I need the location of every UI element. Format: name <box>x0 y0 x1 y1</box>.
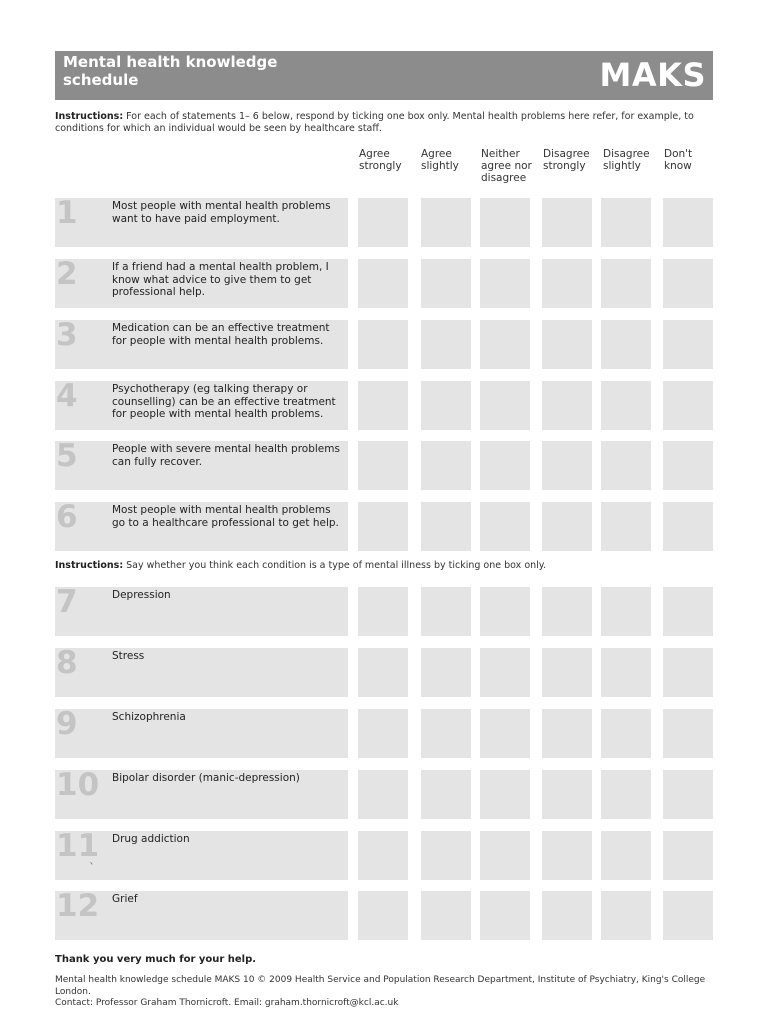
thank-you-note: Thank you very much for your help. <box>55 954 257 965</box>
tick-box-neither[interactable] <box>480 198 530 247</box>
condition-cell <box>55 584 348 636</box>
tick-box-dont-know[interactable] <box>663 831 713 880</box>
statement-cell <box>55 256 348 308</box>
tick-box-agree-slightly[interactable] <box>421 502 471 551</box>
col-header-disagree-slightly: Disagree slightly <box>603 148 650 172</box>
tick-box-disagree-slightly[interactable] <box>601 770 651 819</box>
page-title: Mental health knowledge schedule <box>63 53 278 89</box>
condition-cell <box>55 767 348 819</box>
tick-box-neither[interactable] <box>480 587 530 636</box>
tick-box-dont-know[interactable] <box>663 198 713 247</box>
tick-box-disagree-slightly[interactable] <box>601 198 651 247</box>
condition-cell <box>55 706 348 758</box>
footer <box>55 975 735 1010</box>
tick-box-neither[interactable] <box>480 320 530 369</box>
condition-text: Depression <box>112 589 171 601</box>
tick-box-neither[interactable] <box>480 891 530 940</box>
statement-cell <box>55 317 348 369</box>
tick-box-disagree-slightly[interactable] <box>601 891 651 940</box>
tick-box-agree-strongly[interactable] <box>358 502 408 551</box>
tick-box-dont-know[interactable] <box>663 587 713 636</box>
col-header-agree-strongly: Agree strongly <box>359 148 402 172</box>
col-header-agree-slightly: Agree slightly <box>421 148 459 172</box>
tick-box-disagree-slightly[interactable] <box>601 320 651 369</box>
tick-box-agree-slightly[interactable] <box>421 770 471 819</box>
tick-box-neither[interactable] <box>480 831 530 880</box>
statement-row <box>55 317 713 370</box>
tick-box-neither[interactable] <box>480 502 530 551</box>
statement-cell <box>55 378 348 430</box>
tick-box-disagree-strongly[interactable] <box>542 648 592 697</box>
instructions-statements <box>55 111 695 135</box>
col-header-disagree-strongly: Disagree strongly <box>543 148 590 172</box>
condition-cell <box>55 828 348 880</box>
row-number: 8 <box>56 645 78 681</box>
tick-box-disagree-slightly[interactable] <box>601 831 651 880</box>
row-number: 10 <box>56 767 100 803</box>
statement-cell <box>55 195 348 247</box>
tick-box-agree-slightly[interactable] <box>421 198 471 247</box>
tick-box-dont-know[interactable] <box>663 320 713 369</box>
tick-box-disagree-strongly[interactable] <box>542 381 592 430</box>
condition-text: Grief <box>112 893 138 905</box>
condition-text: Drug addiction <box>112 833 190 845</box>
tick-box-agree-slightly[interactable] <box>421 709 471 758</box>
condition-row <box>55 706 713 759</box>
tick-box-agree-strongly[interactable] <box>358 770 408 819</box>
tick-box-neither[interactable] <box>480 381 530 430</box>
tick-box-disagree-slightly[interactable] <box>601 502 651 551</box>
condition-row <box>55 828 713 881</box>
tick-box-dont-know[interactable] <box>663 381 713 430</box>
tick-box-disagree-slightly[interactable] <box>601 587 651 636</box>
tick-box-dont-know[interactable] <box>663 770 713 819</box>
row-number: 3 <box>56 317 78 353</box>
condition-row <box>55 767 713 820</box>
condition-text: Bipolar disorder (manic-depression) <box>112 772 300 784</box>
statement-row <box>55 438 713 491</box>
tick-box-agree-strongly[interactable] <box>358 320 408 369</box>
tick-box-agree-strongly[interactable] <box>358 891 408 940</box>
condition-cell <box>55 888 348 940</box>
tick-box-disagree-strongly[interactable] <box>542 770 592 819</box>
condition-text: Schizophrenia <box>112 711 186 723</box>
row-number: 11 <box>56 828 100 864</box>
tick-box-disagree-strongly[interactable] <box>542 259 592 308</box>
tick-box-disagree-slightly[interactable] <box>601 441 651 490</box>
tick-box-agree-strongly[interactable] <box>358 381 408 430</box>
tick-box-agree-slightly[interactable] <box>421 891 471 940</box>
condition-row <box>55 888 713 941</box>
row-number: 9 <box>56 706 78 742</box>
page-acronym: MAKS <box>599 56 706 94</box>
tick-box-agree-slightly[interactable] <box>421 831 471 880</box>
statement-text: Psychotherapy (eg talking therapy or counselling) can be an effective treatment for people with mental health problems. <box>112 383 336 420</box>
instructions-label: Instructions: <box>55 560 124 571</box>
row-number: 4 <box>56 378 78 414</box>
condition-row <box>55 645 713 698</box>
tick-box-dont-know[interactable] <box>663 502 713 551</box>
condition-text: Stress <box>112 650 145 662</box>
tick-box-dont-know[interactable] <box>663 891 713 940</box>
tick-box-agree-strongly[interactable] <box>358 441 408 490</box>
statement-text: People with severe mental health problems can fully recover. <box>112 443 340 468</box>
statement-text: Medication can be an effective treatment for people with mental health problems. <box>112 322 330 347</box>
tick-box-disagree-strongly[interactable] <box>542 502 592 551</box>
stray-mark: ` <box>89 861 95 875</box>
tick-box-disagree-strongly[interactable] <box>542 709 592 758</box>
tick-box-agree-strongly[interactable] <box>358 259 408 308</box>
tick-box-disagree-slightly[interactable] <box>601 709 651 758</box>
row-number: 7 <box>56 584 78 620</box>
row-number: 1 <box>56 195 78 231</box>
statement-text: Most people with mental health problems want to have paid employment. <box>112 200 331 225</box>
tick-box-disagree-strongly[interactable] <box>542 441 592 490</box>
tick-box-dont-know[interactable] <box>663 648 713 697</box>
statement-cell <box>55 499 348 551</box>
row-number: 12 <box>56 888 100 924</box>
statement-row <box>55 195 713 248</box>
instructions-label: Instructions: <box>55 111 124 122</box>
tick-box-neither[interactable] <box>480 709 530 758</box>
statement-row <box>55 378 713 431</box>
tick-box-disagree-strongly[interactable] <box>542 831 592 880</box>
tick-box-disagree-slightly[interactable] <box>601 381 651 430</box>
tick-box-agree-strongly[interactable] <box>358 198 408 247</box>
tick-box-agree-slightly[interactable] <box>421 320 471 369</box>
statement-text: If a friend had a mental health problem, I know what advice to give them to get professional help. <box>112 261 329 298</box>
tick-box-disagree-slightly[interactable] <box>601 648 651 697</box>
col-header-neither: Neither agree nor disagree <box>481 148 532 184</box>
tick-box-agree-strongly[interactable] <box>358 648 408 697</box>
condition-cell <box>55 645 348 697</box>
tick-box-agree-slightly[interactable] <box>421 441 471 490</box>
statement-row <box>55 499 713 552</box>
tick-box-disagree-strongly[interactable] <box>542 198 592 247</box>
tick-box-agree-strongly[interactable] <box>358 587 408 636</box>
tick-box-dont-know[interactable] <box>663 709 713 758</box>
tick-box-agree-slightly[interactable] <box>421 259 471 308</box>
instructions-conditions <box>55 560 695 572</box>
tick-box-dont-know[interactable] <box>663 259 713 308</box>
row-number: 5 <box>56 438 78 474</box>
tick-box-neither[interactable] <box>480 441 530 490</box>
instructions-text: Say whether you think each condition is a type of mental illness by ticking one box only. <box>123 560 547 571</box>
tick-box-agree-slightly[interactable] <box>421 648 471 697</box>
contact-line: Contact: Professor Graham Thornicroft. Email: graham.thornicroft@kcl.ac.uk <box>55 998 399 1008</box>
tick-box-disagree-strongly[interactable] <box>542 587 592 636</box>
copyright-line: Mental health knowledge schedule MAKS 10 © 2009 Health Service and Population Research Department, Institute of Psychiatry, King's College London. <box>55 975 706 997</box>
tick-box-agree-strongly[interactable] <box>358 831 408 880</box>
tick-box-disagree-strongly[interactable] <box>542 320 592 369</box>
tick-box-neither[interactable] <box>480 648 530 697</box>
tick-box-disagree-slightly[interactable] <box>601 259 651 308</box>
tick-box-agree-strongly[interactable] <box>358 709 408 758</box>
tick-box-neither[interactable] <box>480 259 530 308</box>
tick-box-agree-slightly[interactable] <box>421 381 471 430</box>
tick-box-agree-slightly[interactable] <box>421 587 471 636</box>
instructions-text: For each of statements 1– 6 below, respond by ticking one box only. Mental health problems here refer, for example, to conditions for which an individual would be seen by healthcare staff. <box>55 111 694 134</box>
col-header-dont-know: Don't know <box>664 148 693 172</box>
title-banner <box>55 51 713 100</box>
condition-row <box>55 584 713 637</box>
tick-box-dont-know[interactable] <box>663 441 713 490</box>
statement-row <box>55 256 713 309</box>
statement-cell <box>55 438 348 490</box>
row-number: 2 <box>56 256 78 292</box>
row-number: 6 <box>56 499 78 535</box>
tick-box-disagree-strongly[interactable] <box>542 891 592 940</box>
tick-box-neither[interactable] <box>480 770 530 819</box>
statement-text: Most people with mental health problems go to a healthcare professional to get help. <box>112 504 339 529</box>
